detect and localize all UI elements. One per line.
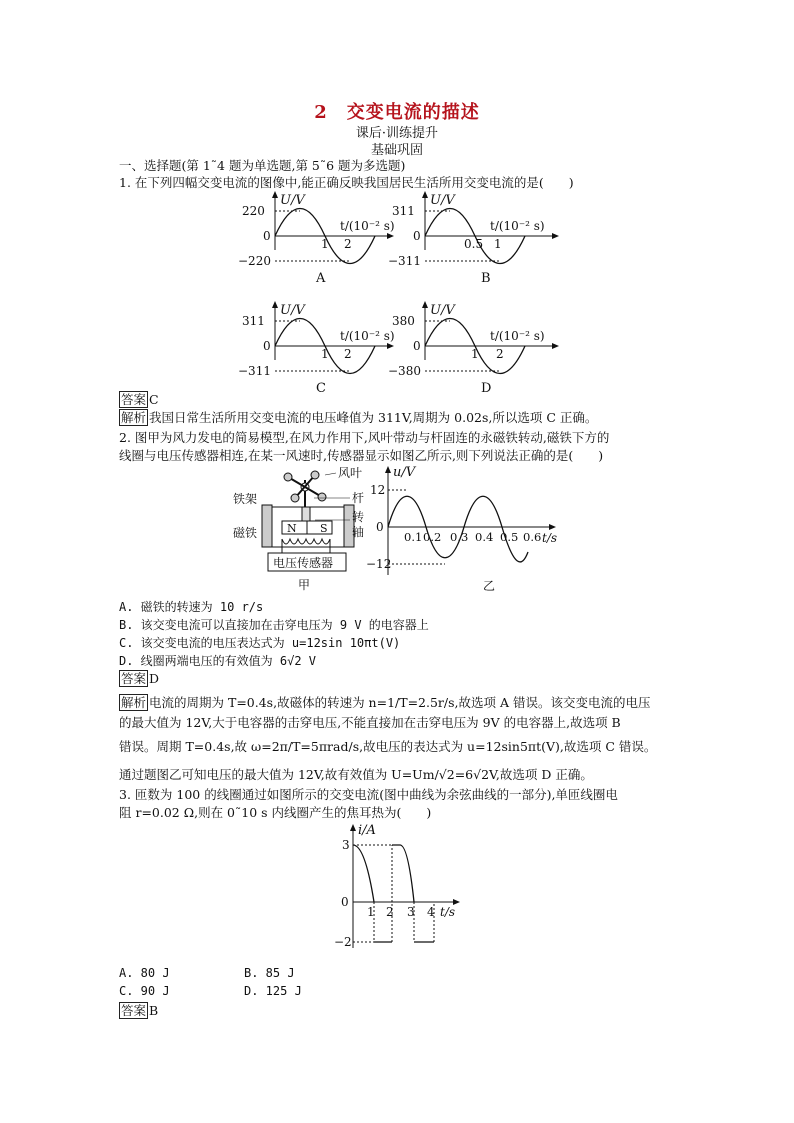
- yi-tick-4: 0.4: [475, 530, 494, 544]
- q1c-caption: C: [316, 381, 326, 396]
- q3-stem-1: 3. 匝数为 100 的线圈通过如图所示的交变电流(图中曲线为余弦曲线的一部分),单匝线圈电: [119, 787, 618, 802]
- q1d-xt1: 1: [471, 347, 479, 361]
- q1b-xt2: 1: [494, 237, 502, 251]
- q1b-xt1: 0.5: [464, 237, 484, 251]
- q1c-ymax: 311: [242, 314, 265, 328]
- answer-value: B: [149, 1003, 159, 1018]
- q1a-ylabel: U/V: [280, 193, 305, 208]
- q3-zero: 0: [341, 895, 349, 909]
- q1b-ymax: 311: [392, 204, 415, 218]
- q3-option-b: B. 85 J: [244, 966, 295, 980]
- q1-analysis: [119, 409, 597, 426]
- yi-ylabel: u/V: [393, 465, 416, 480]
- yi-tick-5: 0.5: [500, 530, 519, 544]
- q1d-ymax: 380: [392, 314, 415, 328]
- answer-tag: 答案: [121, 671, 147, 686]
- analysis-text: 我国日常生活所用交变电流的电压峰值为 311V,周期为 0.02s,所以选项 C 正确。: [149, 410, 598, 425]
- q2-answer: [119, 670, 159, 687]
- answer-value: D: [149, 671, 160, 686]
- q1c-xt2: 2: [344, 347, 352, 361]
- q2-stem-2: 线圈与电压传感器相连,在某一风速时,传感器显示如图乙所示,则下列说法正确的是( ): [119, 448, 604, 463]
- q1a-xt1: 1: [321, 237, 329, 251]
- q3-option-d: D. 125 J: [244, 984, 302, 998]
- label-gan: 杆: [352, 491, 365, 505]
- q1-stem: 1. 在下列四幅交变电流的图像中,能正确反映我国居民生活所用交变电流的是( ): [119, 175, 574, 190]
- q1b-xlabel: t/(10⁻² s): [490, 219, 545, 233]
- label-tiejia: 铁架: [233, 492, 258, 506]
- q1a-xlabel: t/(10⁻² s): [340, 219, 395, 233]
- q1d-zero: 0: [413, 339, 421, 353]
- q1c-xlabel: t/(10⁻² s): [340, 329, 395, 343]
- q1c-xt1: 1: [321, 347, 329, 361]
- q3-ytop: 3: [342, 838, 350, 852]
- q2-analysis-2: 的最大值为 12V,大于电容器的击穿电压,不能直接加在击穿电压为 9V 的电容器上,故选项 B: [119, 715, 621, 730]
- yi-ymax: 12: [370, 483, 386, 497]
- analysis-tag: 解析: [121, 410, 147, 425]
- answer-tag: 答案: [121, 1003, 147, 1018]
- q1d-xlabel: t/(10⁻² s): [490, 329, 545, 343]
- page-title: 2 交变电流的描述: [314, 102, 480, 123]
- q2-figure-yi: [366, 460, 566, 595]
- yi-tick-3: 0.3: [450, 530, 469, 544]
- yi-tick-2: 0.2: [423, 530, 442, 544]
- q1a-zero: 0: [263, 229, 271, 243]
- q3-graph: [330, 818, 470, 958]
- label-fengye: 风叶: [338, 466, 363, 480]
- page-subtitle: 课后·训练提升: [355, 126, 439, 141]
- q1-graph-d: [388, 301, 559, 396]
- q2-option-b: B. 该交变电流可以直接加在击穿电压为 9 V 的电容器上: [119, 618, 429, 632]
- q1-answer: [119, 391, 159, 408]
- q2-analysis-1: [119, 694, 650, 711]
- fig-yi-caption: 乙: [483, 579, 496, 593]
- magnet-s: S: [320, 522, 328, 535]
- q2-analysis-4: 通过题图乙可知电压的最大值为 12V,故有效值为 U=Um/√2=6√2V,故选项 D 正确。: [119, 767, 593, 782]
- q3-tick-2: 2: [386, 905, 394, 919]
- yi-ymin: −12: [366, 557, 392, 571]
- part-heading: 一、选择题(第 1˜4 题为单选题,第 5˜6 题为多选题): [119, 158, 406, 173]
- q1a-ymax: 220: [242, 204, 265, 218]
- analysis-line-1: 电流的周期为 T=0.4s,故磁体的转速为 n=1/T=2.5r/s,故选项 A 错误。该交变电流的电压: [149, 695, 651, 710]
- q2-option-a: A. 磁铁的转速为 10 r/s: [119, 600, 264, 614]
- q1-graph-a: [238, 191, 395, 286]
- answer-value: C: [149, 392, 159, 407]
- q1c-ymin: −311: [238, 364, 271, 378]
- yi-tick-6: 0.6: [523, 530, 542, 544]
- sensor-label: 电压传感器: [273, 556, 334, 570]
- magnet-n: N: [287, 522, 297, 535]
- q3-ybot: −2: [334, 935, 352, 949]
- q3-ylabel: i/A: [358, 823, 376, 838]
- answer-tag: 答案: [121, 392, 147, 407]
- label-zhuan: 转: [352, 510, 365, 524]
- q1c-ylabel: U/V: [280, 303, 305, 318]
- section-heading: 基础巩固: [370, 143, 423, 158]
- q2-figure-jia: [230, 465, 380, 595]
- q2-option-c: C. 该交变电流的电压表达式为 u=12sin 10πt(V): [119, 636, 401, 650]
- q3-xunit: t/s: [440, 905, 456, 919]
- q1d-ymin: −380: [388, 364, 421, 378]
- q3-tick-3: 3: [407, 905, 415, 919]
- analysis-tag: 解析: [121, 695, 147, 710]
- q1a-ymin: −220: [238, 254, 271, 268]
- q3-tick-1: 1: [367, 905, 375, 919]
- q1d-caption: D: [481, 381, 492, 396]
- q2-option-d: D. 线圈两端电压的有效值为 6√2 V: [119, 654, 317, 668]
- q1b-ymin: −311: [388, 254, 421, 268]
- q3-tick-4: 4: [427, 905, 435, 919]
- q3-answer: [119, 1002, 158, 1019]
- q3-stem-2: 阻 r=0.02 Ω,则在 0˜10 s 内线圈产生的焦耳热为( ): [119, 805, 432, 820]
- q3-option-a: A. 80 J: [119, 966, 170, 980]
- q1d-ylabel: U/V: [430, 303, 455, 318]
- q1-graph-b: [388, 191, 559, 286]
- fig-jia-caption: 甲: [298, 578, 311, 592]
- label-zhou: 轴: [352, 525, 365, 539]
- q1-graphs: [200, 188, 620, 398]
- q1b-caption: B: [481, 271, 491, 286]
- q1c-zero: 0: [263, 339, 271, 353]
- yi-xunit: t/s: [542, 531, 558, 545]
- yi-zero: 0: [376, 520, 384, 534]
- q1a-caption: A: [316, 271, 326, 286]
- q1d-xt2: 2: [496, 347, 504, 361]
- yi-tick-1: 0.1: [404, 530, 423, 544]
- q2-stem-1: 2. 图甲为风力发电的简易模型,在风力作用下,风叶带动与杆固连的永磁铁转动,磁铁下方的: [119, 430, 610, 445]
- q1a-xt2: 2: [344, 237, 352, 251]
- label-citie: 磁铁: [233, 526, 258, 540]
- q3-option-c: C. 90 J: [119, 984, 170, 998]
- q1-graph-c: [238, 301, 395, 396]
- q2-analysis-3: 错误。周期 T=0.4s,故 ω=2π/T=5πrad/s,故电压的表达式为 u=12sin5πt(V),故选项 C 错误。: [119, 739, 657, 754]
- q1b-zero: 0: [413, 229, 421, 243]
- q1b-ylabel: U/V: [430, 193, 455, 208]
